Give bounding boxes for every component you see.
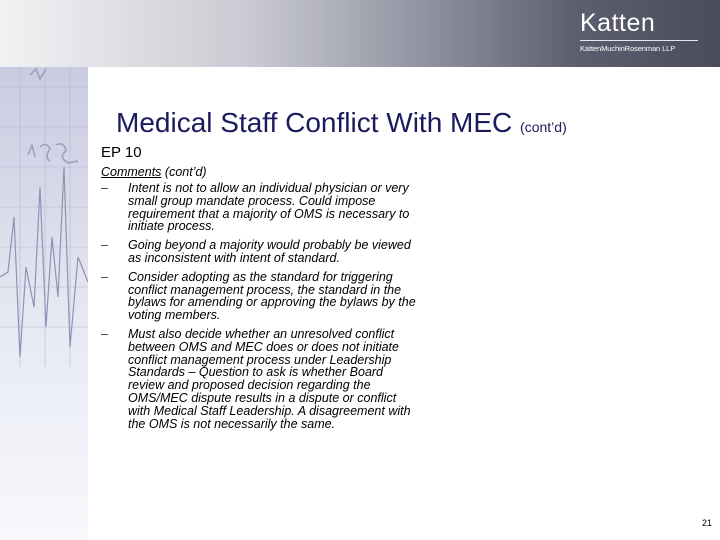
title-main: Medical Staff Conflict With MEC <box>116 107 513 138</box>
ecg-chart-graphic <box>0 67 88 540</box>
comment-bullet-list <box>101 182 421 436</box>
logo-firm-name: KattenMuchinRosenman LLP <box>580 44 676 53</box>
title-suffix: (cont’d) <box>520 119 567 135</box>
comments-word: Comments <box>101 165 162 179</box>
logo-divider <box>580 40 698 41</box>
bullet-text: Consider adopting as the standard for triggering conflict management process, the standard in the bylaws for amending or approving the bylaws by the voting members. <box>128 269 416 323</box>
list-item <box>101 182 421 233</box>
bullet-text: Going beyond a majority would probably be viewed as inconsistent with intent of standard. <box>128 238 411 265</box>
katten-logo <box>580 8 698 53</box>
comments-suffix: (cont’d) <box>161 165 207 179</box>
comments-label <box>101 165 207 180</box>
list-item <box>101 328 421 430</box>
slide-title <box>116 106 567 144</box>
decorative-ecg-image <box>0 67 88 540</box>
ep-heading: EP 10 <box>101 144 142 161</box>
bullet-dash: – <box>101 326 108 341</box>
list-item <box>101 271 421 322</box>
bullet-dash: – <box>101 181 108 195</box>
bullet-dash: – <box>101 238 108 253</box>
bullet-dash: – <box>101 269 108 284</box>
bullet-text: Must also decide whether an unresolved conflict between OMS and MEC does or does not initiate conflict management process under Leadership Standards – Question to ask is whether Board review and proposed decision regarding the OMS/MEC dispute results in a dispute or conflict with Medical Staff Leadership. A disagreement with the OMS is not necessarily the same. <box>128 326 411 431</box>
header-band <box>0 0 720 67</box>
page-number: 21 <box>701 518 712 528</box>
logo-wordmark: Katten <box>580 9 656 37</box>
bullet-text: Intent is not to allow an individual physician or very small group mandate process. Could impose requirement that a majority of OMS is necessary to initiate process. <box>128 181 410 234</box>
list-item <box>101 239 421 265</box>
